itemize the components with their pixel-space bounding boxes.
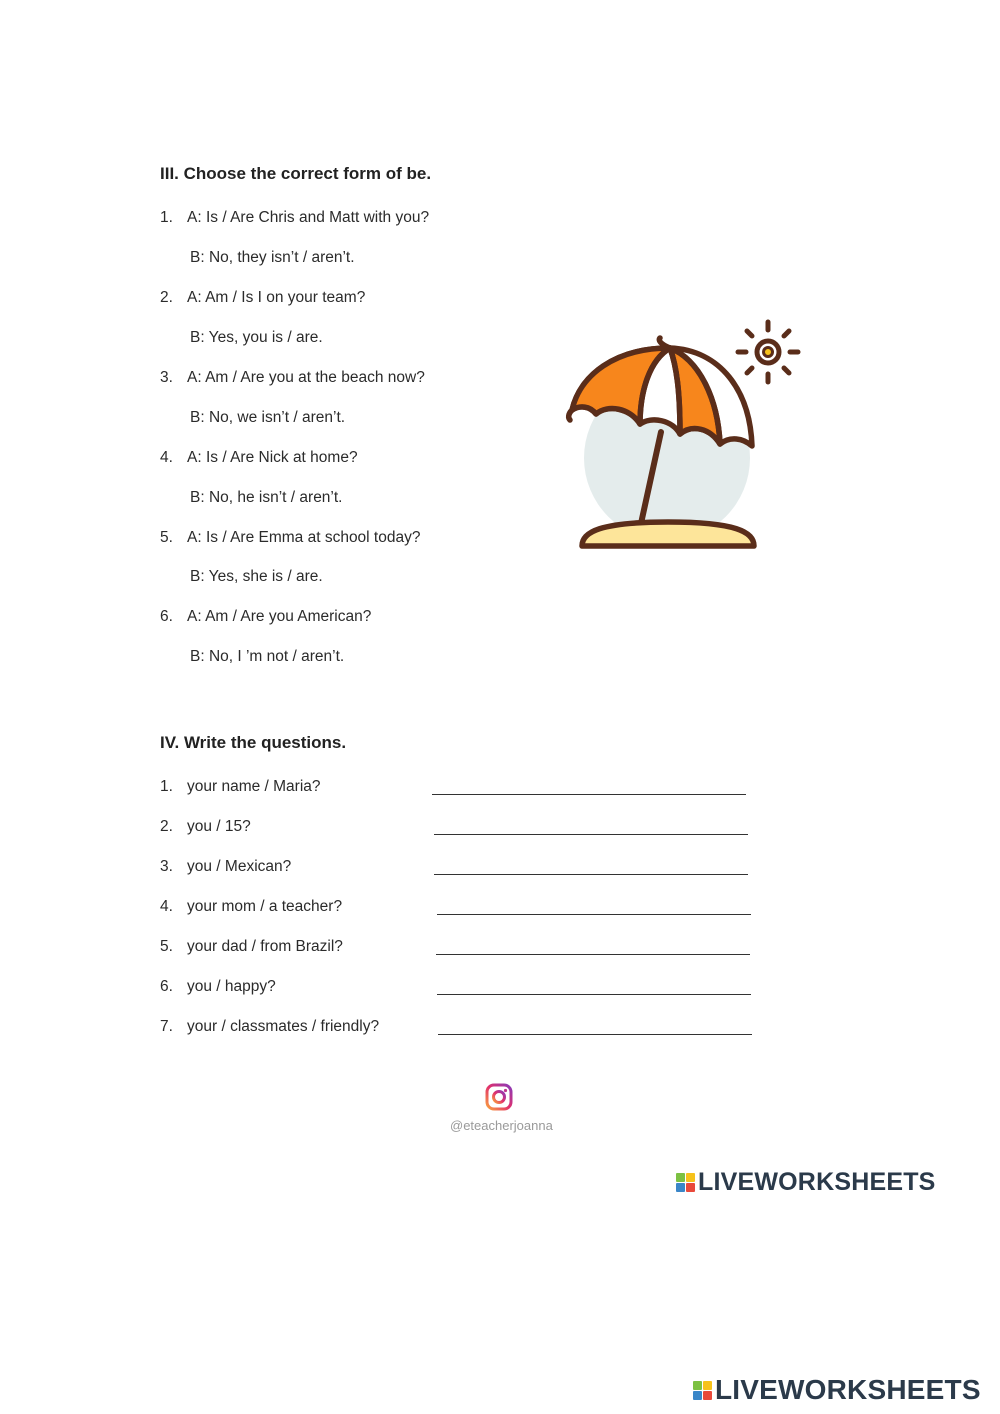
item-number: 7. bbox=[160, 1018, 173, 1035]
beach-umbrella-illustration bbox=[560, 310, 810, 570]
liveworksheets-logo[interactable] bbox=[676, 1168, 936, 1197]
item-number: 2. bbox=[160, 289, 173, 306]
item-number: 6. bbox=[160, 978, 173, 995]
response-b-line[interactable]: B: No, I ’m not / aren’t. bbox=[190, 648, 345, 665]
answer-underline bbox=[432, 794, 746, 795]
question-3-6 bbox=[0, 608, 560, 628]
instagram-handle[interactable]: @eteacherjoanna bbox=[450, 1118, 553, 1133]
answer-3-6 bbox=[0, 648, 560, 668]
question-a-line[interactable]: A: Is / Are Chris and Matt with you? bbox=[187, 209, 430, 226]
brand-text: LIVEWORKSHEETS bbox=[715, 1374, 981, 1405]
question-prompt: your mom / a teacher? bbox=[187, 898, 343, 915]
question-prompt: you / happy? bbox=[187, 978, 276, 995]
brand-text: LIVEWORKSHEETS bbox=[698, 1168, 936, 1196]
answer-field-2[interactable] bbox=[434, 812, 756, 834]
answer-3-4 bbox=[0, 489, 560, 509]
question-3-1 bbox=[0, 209, 560, 229]
answer-underline bbox=[434, 834, 748, 835]
question-prompt: your name / Maria? bbox=[187, 778, 321, 795]
answer-field-6[interactable] bbox=[437, 972, 759, 994]
answer-field-4[interactable] bbox=[437, 892, 759, 914]
question-prompt: you / Mexican? bbox=[187, 858, 292, 875]
answer-3-5 bbox=[0, 568, 560, 588]
item-number: 4. bbox=[160, 449, 173, 466]
item-number: 1. bbox=[160, 778, 173, 795]
answer-underline bbox=[436, 954, 750, 955]
section-4-heading: IV. Write the questions. bbox=[160, 733, 347, 752]
answer-underline bbox=[437, 914, 751, 915]
answer-field-1[interactable] bbox=[432, 772, 754, 794]
question-3-5 bbox=[0, 529, 560, 549]
question-3-3 bbox=[0, 369, 560, 389]
response-b-line[interactable]: B: Yes, she is / are. bbox=[190, 568, 323, 585]
sun-icon bbox=[738, 322, 798, 382]
answer-underline bbox=[434, 874, 748, 875]
response-b-line[interactable]: B: No, he isn’t / aren’t. bbox=[190, 489, 343, 506]
item-number: 4. bbox=[160, 898, 173, 915]
question-3-2 bbox=[0, 289, 560, 309]
item-number: 5. bbox=[160, 938, 173, 955]
question-prompt: your / classmates / friendly? bbox=[187, 1018, 380, 1035]
response-b-line[interactable]: B: No, we isn’t / aren’t. bbox=[190, 409, 346, 426]
item-number: 2. bbox=[160, 818, 173, 835]
answer-3-3 bbox=[0, 409, 560, 429]
section-3-heading: III. Choose the correct form of be. bbox=[160, 164, 432, 183]
logo-grid-icon bbox=[693, 1381, 712, 1400]
item-number: 3. bbox=[160, 858, 173, 875]
logo-grid-icon bbox=[676, 1173, 695, 1192]
question-prompt: you / 15? bbox=[187, 818, 251, 835]
answer-underline bbox=[438, 1034, 752, 1035]
answer-3-2 bbox=[0, 329, 560, 349]
response-b-line[interactable]: B: Yes, you is / are. bbox=[190, 329, 323, 346]
question-a-line[interactable]: A: Am / Is I on your team? bbox=[187, 289, 366, 306]
answer-field-7[interactable] bbox=[438, 1012, 760, 1034]
item-number: 6. bbox=[160, 608, 173, 625]
item-number: 1. bbox=[160, 209, 173, 226]
question-a-line[interactable]: A: Am / Are you at the beach now? bbox=[187, 369, 425, 386]
question-a-line[interactable]: A: Is / Are Nick at home? bbox=[187, 449, 358, 466]
question-a-line[interactable]: A: Am / Are you American? bbox=[187, 608, 372, 625]
answer-3-1 bbox=[0, 249, 560, 269]
item-number: 3. bbox=[160, 369, 173, 386]
instagram-icon[interactable] bbox=[485, 1083, 513, 1111]
answer-underline bbox=[437, 994, 751, 995]
response-b-line[interactable]: B: No, they isn’t / aren’t. bbox=[190, 249, 355, 266]
item-number: 5. bbox=[160, 529, 173, 546]
question-3-4 bbox=[0, 449, 560, 469]
question-a-line[interactable]: A: Is / Are Emma at school today? bbox=[187, 529, 421, 546]
answer-field-5[interactable] bbox=[436, 932, 758, 954]
question-prompt: your dad / from Brazil? bbox=[187, 938, 343, 955]
answer-field-3[interactable] bbox=[434, 852, 756, 874]
liveworksheets-logo-bottom[interactable] bbox=[693, 1374, 981, 1406]
